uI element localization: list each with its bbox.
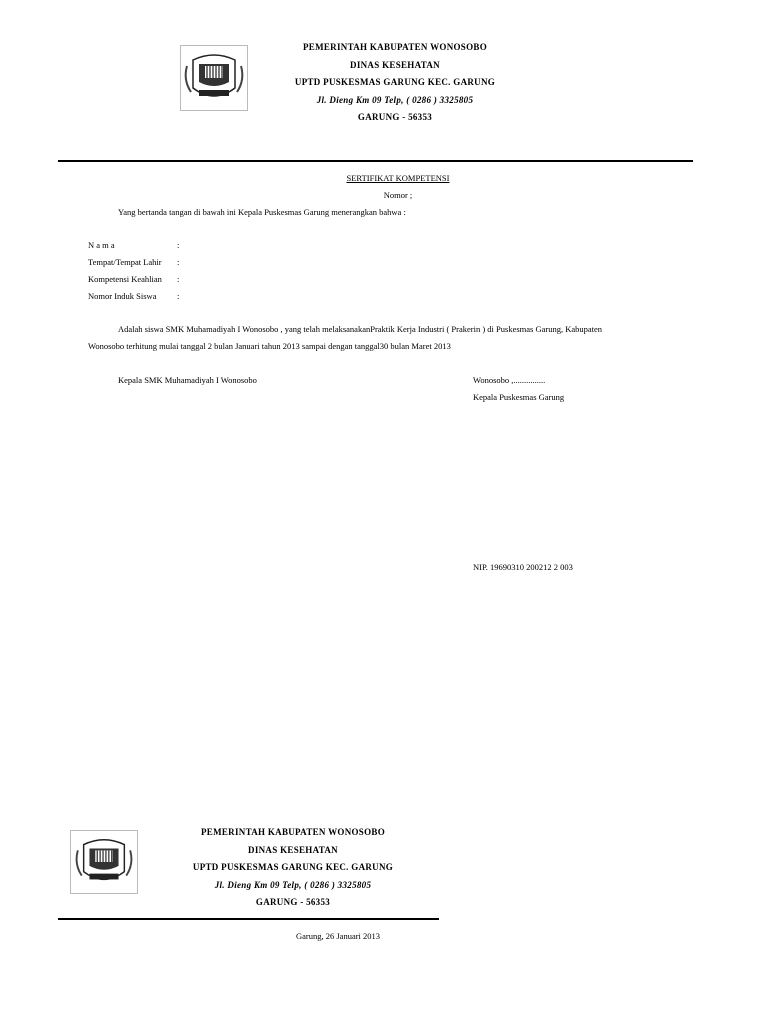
field-colon: : — [177, 257, 180, 267]
field-label-birthplace: Tempat/Tempat Lahir — [88, 257, 162, 267]
regency-emblem-logo — [180, 45, 248, 111]
signature-right-place: Wonosobo ,............... — [473, 375, 546, 385]
letterhead-government-name: PEMERINTAH KABUPATEN WONOSOBO — [200, 827, 386, 837]
certificate-body-line-1: Adalah siswa SMK Muhamadiyah I Wonosobo , yang telah melaksanakanPraktik Kerja Industri ( Prakerin ) di Puskesmas Garung, Kabupaten — [118, 324, 603, 334]
signature-right-title: Kepala Puskesmas Garung — [473, 392, 565, 402]
letterhead-government-name: PEMERINTAH KABUPATEN WONOSOBO — [302, 42, 488, 52]
letterhead-postal-code: GARUNG - 56353 — [357, 112, 433, 122]
field-label-name: N a m a — [88, 240, 115, 250]
regency-emblem-logo — [70, 830, 138, 894]
letterhead-office: UPTD PUSKESMAS GARUNG KEC. GARUNG — [192, 862, 394, 872]
letter-date: Garung, 26 Januari 2013 — [296, 931, 381, 941]
signature-left-title: Kepala SMK Muhamadiyah I Wonosobo — [118, 375, 257, 385]
letterhead-bottom — [148, 824, 438, 912]
letterhead-postal-code: GARUNG - 56353 — [255, 897, 331, 907]
field-colon: : — [177, 291, 180, 301]
signature-right-nip: NIP. 19690310 200212 2 003 — [473, 562, 573, 572]
letterhead-divider — [58, 160, 693, 162]
letterhead-department: DINAS KESEHATAN — [248, 844, 338, 855]
letterhead-office: UPTD PUSKESMAS GARUNG KEC. GARUNG — [294, 77, 496, 87]
certificate-title: SERTIFIKAT KOMPETENSI — [346, 173, 450, 183]
field-label-student-id: Nomor Induk Siswa — [88, 291, 157, 301]
field-label-competency: Kompetensi Keahlian — [88, 274, 162, 284]
field-colon: : — [177, 274, 180, 284]
letterhead-divider — [58, 918, 439, 920]
letterhead-top — [250, 39, 540, 127]
field-colon: : — [177, 240, 180, 250]
letterhead-address: Jl. Dieng Km 09 Telp, ( 0286 ) 3325805 — [214, 879, 372, 890]
letterhead-address: Jl. Dieng Km 09 Telp, ( 0286 ) 3325805 — [316, 94, 474, 105]
certificate-number-label: Nomor ; — [383, 190, 413, 200]
letterhead-department: DINAS KESEHATAN — [350, 59, 440, 70]
certificate-body-line-2: Wonosobo terhitung mulai tanggal 2 bulan Januari tahun 2013 sampai dengan tanggal30 bulan Maret 2013 — [88, 341, 451, 351]
certificate-intro: Yang bertanda tangan di bawah ini Kepala Puskesmas Garung menerangkan bahwa : — [118, 207, 406, 217]
